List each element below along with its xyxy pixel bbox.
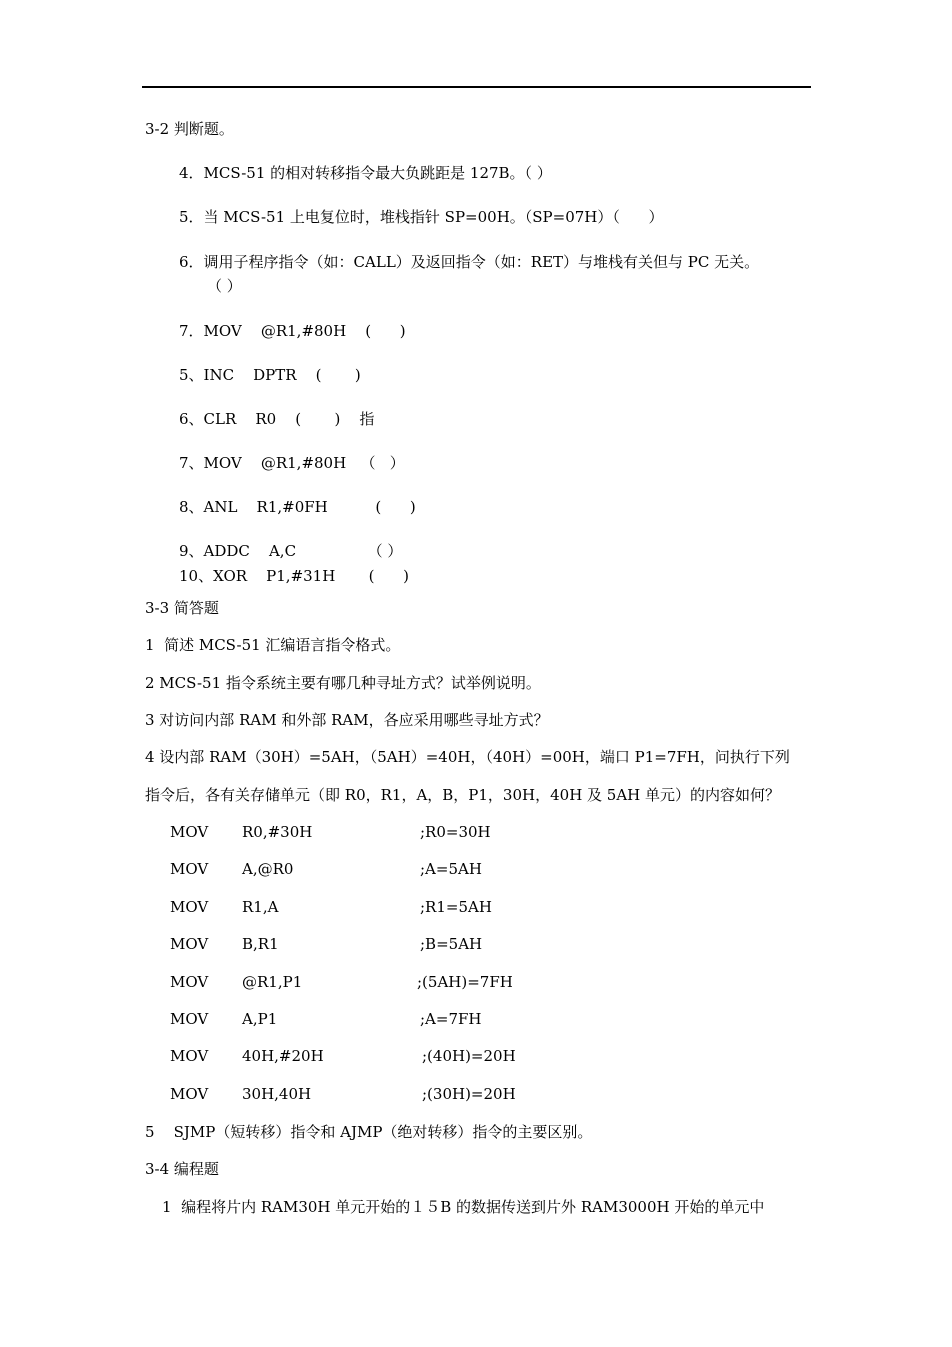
question-4-line-2: 指令后，各有关存储单元（即 R0，R1，A，B，P1，30H，40H 及 5AH 单元）的内容如何？ [145,786,781,804]
judge-item-addc: 9、ADDC A,C （ ） [179,542,403,560]
code-opcode: MOV [170,973,209,991]
code-comment: ;(5AH)=7FH [417,973,513,991]
judge-item-7: 7．MOV @R1,#80H ( ) [179,322,406,340]
code-comment: ;R0=30H [420,823,491,841]
code-operands: A,@R0 [242,860,294,878]
question-2: 2 MCS-51 指令系统主要有哪几种寻址方式？试举例说明。 [145,674,541,692]
question-1: 1 简述 MCS-51 汇编语言指令格式。 [145,636,401,654]
code-opcode: MOV [170,860,209,878]
code-opcode: MOV [170,898,209,916]
judge-item-xor: 10、XOR P1,#31H ( ) [179,567,409,585]
code-comment: ;A=7FH [420,1010,482,1028]
code-operands: R1,A [242,898,279,916]
judge-item-5: 5．当 MCS-51 上电复位时，堆栈指针 SP=00H。（SP=07H）（ ） [179,208,664,226]
code-operands: B,R1 [242,935,279,953]
code-opcode: MOV [170,1085,209,1103]
judge-item-clr: 6、CLR R0 ( ) 指 [179,410,375,428]
judge-item-6: 6．调用子程序指令（如：CALL）及返回指令（如：RET）与堆栈有关但与 PC 无关。 [179,253,760,271]
code-comment: ;B=5AH [420,935,483,953]
code-operands: @R1,P1 [242,973,303,991]
section-3-3-heading: 3-3 简答题 [145,599,219,617]
code-opcode: MOV [170,823,209,841]
question-5: 5 SJMP（短转移）指令和 AJMP（绝对转移）指令的主要区别。 [145,1123,593,1141]
code-opcode: MOV [170,1047,209,1065]
code-comment: ;R1=5AH [420,898,492,916]
code-opcode: MOV [170,935,209,953]
code-operands: 30H,40H [242,1085,312,1103]
question-4-line-1: 4 设内部 RAM（30H）=5AH，（5AH）=40H，（40H）=00H，端口 P1=7FH，问执行下列 [145,748,790,766]
judge-item-mov: 7、MOV @R1,#80H （ ） [179,454,405,472]
judge-item-anl: 8、ANL R1,#0FH ( ) [179,498,416,516]
section-3-4-heading: 3-4 编程题 [145,1160,219,1178]
section-3-2-heading: 3-2 判断题。 [145,120,234,138]
question-3: 3 对访问内部 RAM 和外部 RAM，各应采用哪些寻址方式？ [145,711,549,729]
code-comment: ;(40H)=20H [422,1047,516,1065]
judge-item-inc: 5、INC DPTR ( ) [179,366,361,384]
code-operands: A,P1 [242,1010,278,1028]
program-question-1: 1 编程将片内 RAM30H 单元开始的１５B 的数据传送到片外 RAM3000H 开始的单元中 [162,1198,765,1216]
judge-item-4: 4．MCS-51 的相对转移指令最大负跳距是 127B。（ ） [179,164,552,182]
code-opcode: MOV [170,1010,209,1028]
code-comment: ;A=5AH [420,860,482,878]
code-comment: ;(30H)=20H [422,1085,516,1103]
header-rule [142,86,811,88]
code-operands: R0,#30H [242,823,313,841]
code-operands: 40H,#20H [242,1047,324,1065]
judge-item-6-bracket: （ ） [207,277,242,295]
